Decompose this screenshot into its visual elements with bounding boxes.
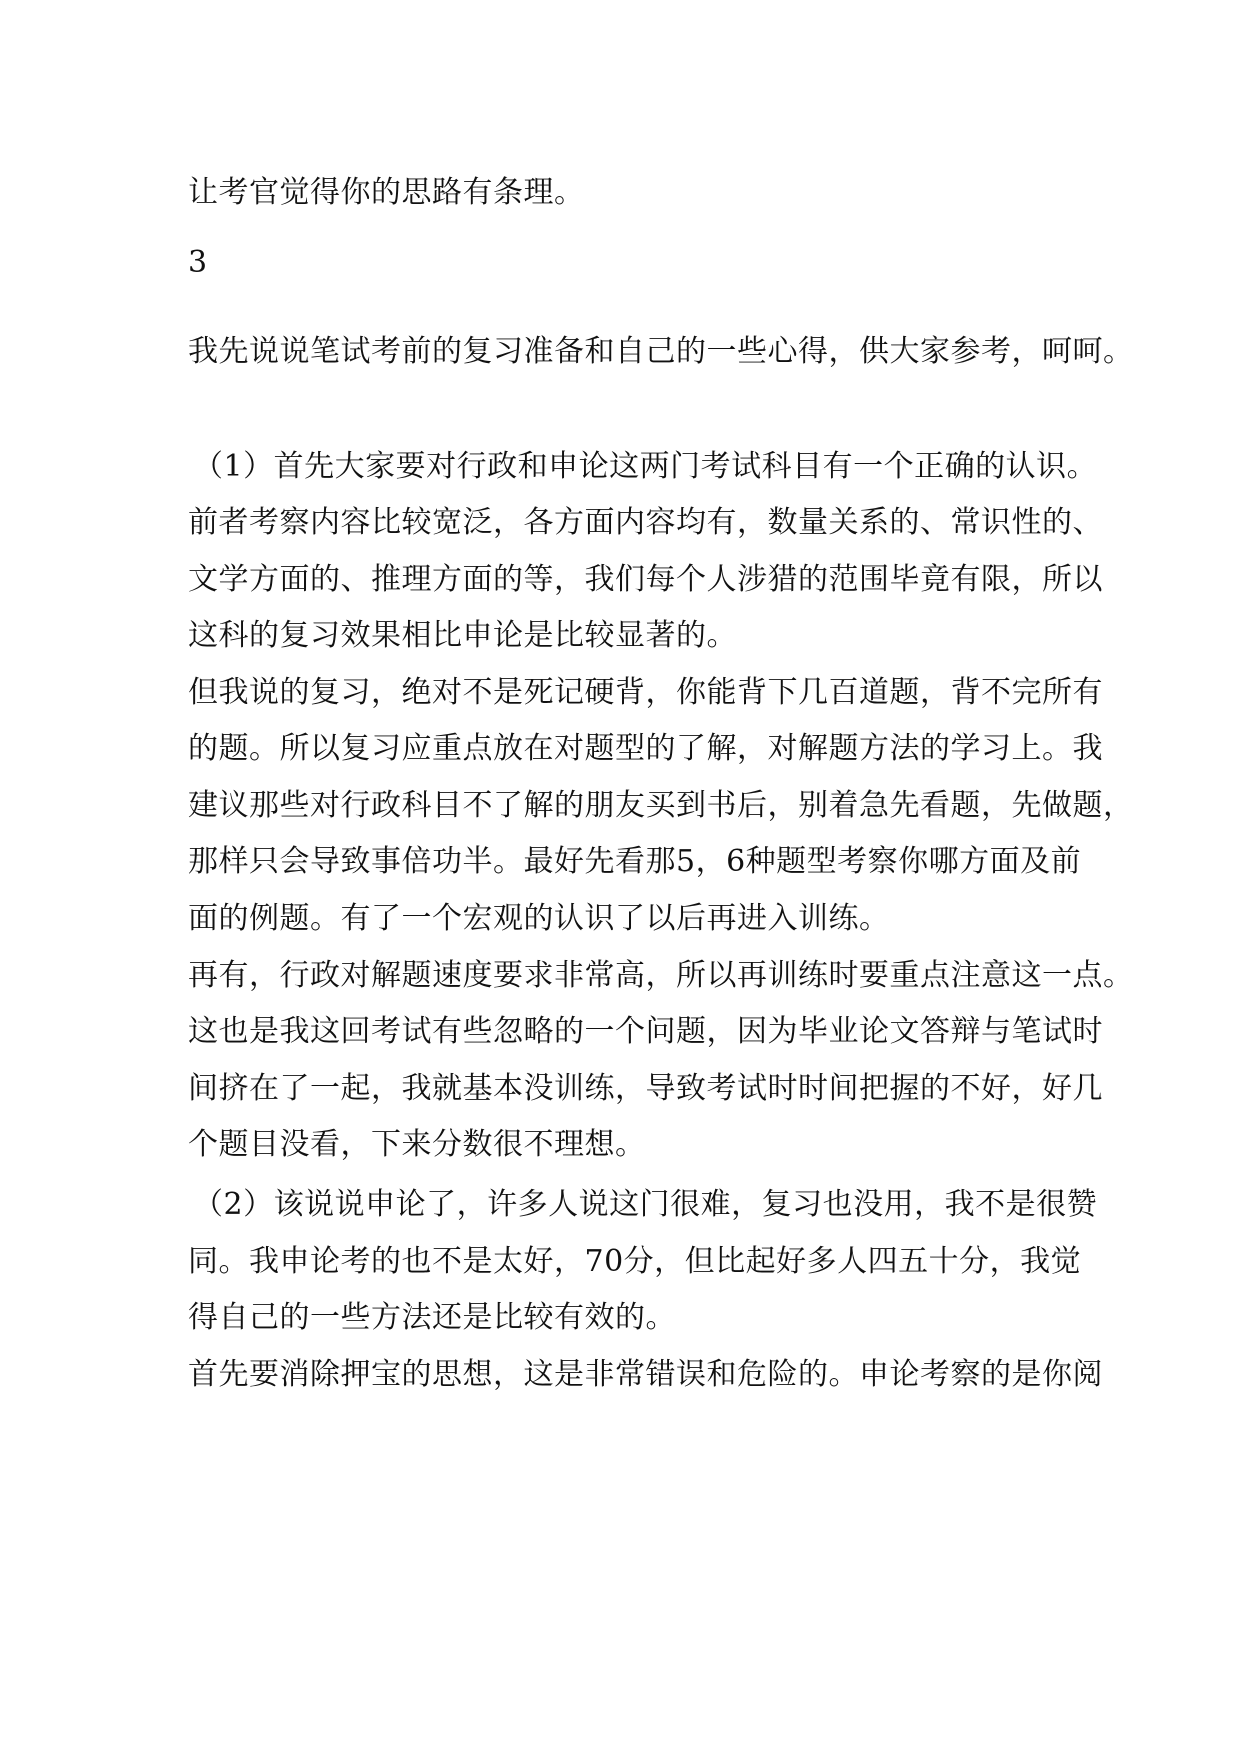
paragraph-line-9: 建议那些对行政科目不了解的朋友买到书后，别着急先看题，先做题，: [188, 788, 1134, 823]
paragraph-line-12: 再有，行政对解题速度要求非常高，所以再训练时要重点注意这一点。: [188, 958, 1134, 993]
paragraph-line-6: 这科的复习效果相比申论是比较显著的。: [188, 618, 737, 653]
section-number: 3: [188, 245, 208, 280]
paragraph-line-3: （1）首先大家要对行政和申论这两门考试科目有一个正确的认识。: [193, 449, 1098, 484]
paragraph-line-8: 的题。所以复习应重点放在对题型的了解，对解题方法的学习上。我: [188, 731, 1103, 766]
paragraph-line-14: 间挤在了一起，我就基本没训练，导致考试时时间把握的不好，好几: [188, 1071, 1103, 1106]
paragraph-line-17: 同。我申论考的也不是太好，70分，但比起好多人四五十分，我觉: [188, 1244, 1082, 1279]
paragraph-line-5: 文学方面的、推理方面的等，我们每个人涉猎的范围毕竟有限，所以: [188, 562, 1103, 597]
paragraph-line-intro: 我先说说笔试考前的复习准备和自己的一些心得，供大家参考，呵呵。: [188, 334, 1134, 369]
paragraph-line-1: 让考官觉得你的思路有条理。: [188, 175, 585, 210]
paragraph-line-19: 首先要消除押宝的思想，这是非常错误和危险的。申论考察的是你阅: [188, 1357, 1103, 1392]
paragraph-line-10: 那样只会导致事倍功半。最好先看那5，6种题型考察你哪方面及前: [188, 844, 1082, 879]
paragraph-line-11: 面的例题。有了一个宏观的认识了以后再进入训练。: [188, 901, 890, 936]
paragraph-line-4: 前者考察内容比较宽泛，各方面内容均有，数量关系的、常识性的、: [188, 505, 1103, 540]
paragraph-line-15: 个题目没看，下来分数很不理想。: [188, 1127, 646, 1162]
paragraph-line-7: 但我说的复习，绝对不是死记硬背，你能背下几百道题，背不完所有: [188, 675, 1103, 710]
paragraph-line-18: 得自己的一些方法还是比较有效的。: [188, 1300, 676, 1335]
paragraph-line-16: （2）该说说申论了，许多人说这门很难，复习也没用，我不是很赞: [193, 1187, 1098, 1222]
paragraph-line-13: 这也是我这回考试有些忽略的一个问题，因为毕业论文答辩与笔试时: [188, 1014, 1103, 1049]
